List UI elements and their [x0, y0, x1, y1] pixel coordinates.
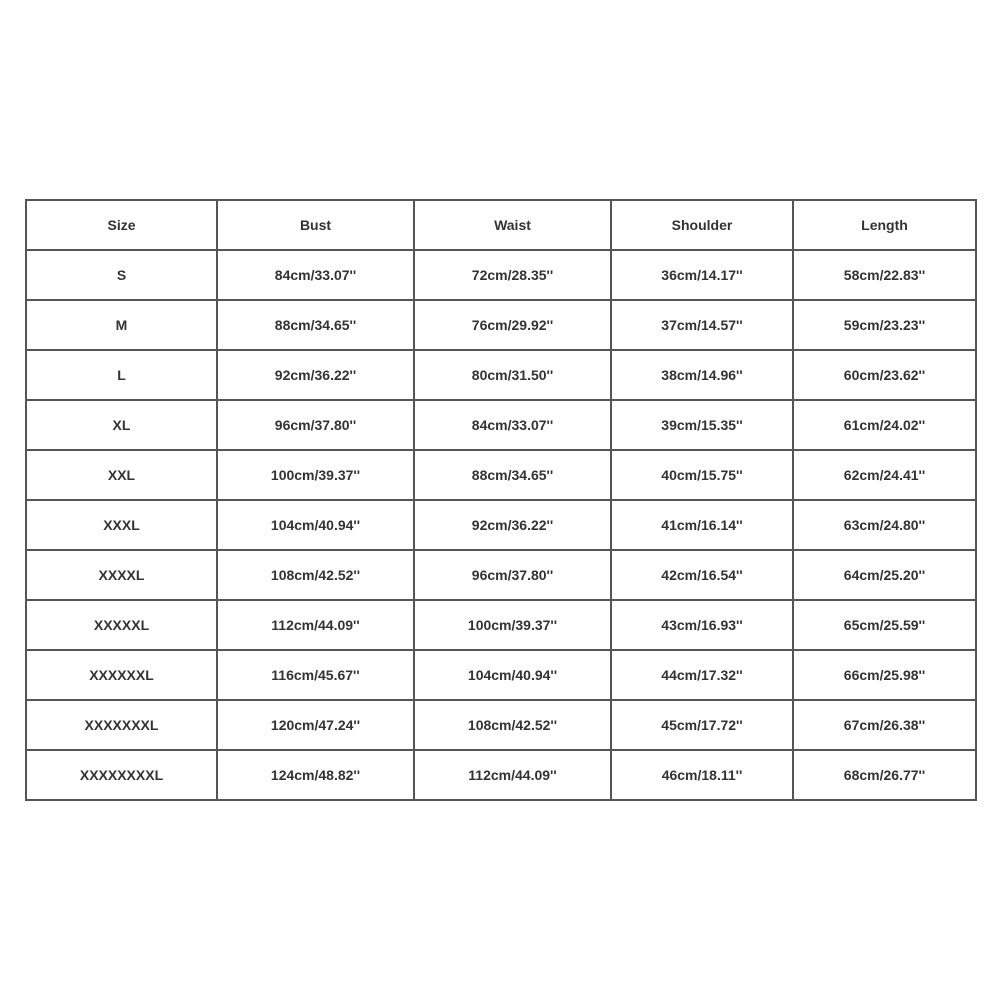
table-header-row [26, 200, 976, 250]
cell-size: XXXXXL [26, 600, 217, 650]
cell-waist: 100cm/39.37'' [414, 600, 611, 650]
cell-size: XL [26, 400, 217, 450]
table-row [26, 450, 976, 500]
cell-length: 61cm/24.02'' [793, 400, 976, 450]
cell-shoulder: 40cm/15.75'' [611, 450, 793, 500]
cell-bust: 108cm/42.52'' [217, 550, 414, 600]
cell-length: 60cm/23.62'' [793, 350, 976, 400]
header-waist: Waist [414, 200, 611, 250]
cell-size: S [26, 250, 217, 300]
cell-shoulder: 46cm/18.11'' [611, 750, 793, 800]
table-row [26, 250, 976, 300]
table-row [26, 500, 976, 550]
cell-waist: 72cm/28.35'' [414, 250, 611, 300]
cell-size: XXXXXXL [26, 650, 217, 700]
cell-bust: 84cm/33.07'' [217, 250, 414, 300]
cell-length: 68cm/26.77'' [793, 750, 976, 800]
cell-size: XXL [26, 450, 217, 500]
cell-waist: 108cm/42.52'' [414, 700, 611, 750]
table-row [26, 600, 976, 650]
cell-length: 66cm/25.98'' [793, 650, 976, 700]
cell-shoulder: 43cm/16.93'' [611, 600, 793, 650]
cell-length: 59cm/23.23'' [793, 300, 976, 350]
cell-length: 65cm/25.59'' [793, 600, 976, 650]
cell-shoulder: 37cm/14.57'' [611, 300, 793, 350]
cell-bust: 96cm/37.80'' [217, 400, 414, 450]
header-shoulder: Shoulder [611, 200, 793, 250]
cell-shoulder: 38cm/14.96'' [611, 350, 793, 400]
cell-bust: 124cm/48.82'' [217, 750, 414, 800]
cell-size: L [26, 350, 217, 400]
table-body [26, 250, 976, 800]
cell-shoulder: 44cm/17.32'' [611, 650, 793, 700]
cell-length: 62cm/24.41'' [793, 450, 976, 500]
cell-length: 67cm/26.38'' [793, 700, 976, 750]
cell-shoulder: 39cm/15.35'' [611, 400, 793, 450]
table-row [26, 300, 976, 350]
cell-waist: 104cm/40.94'' [414, 650, 611, 700]
cell-shoulder: 36cm/14.17'' [611, 250, 793, 300]
table-row [26, 750, 976, 800]
table-row [26, 400, 976, 450]
cell-waist: 112cm/44.09'' [414, 750, 611, 800]
cell-waist: 80cm/31.50'' [414, 350, 611, 400]
table-row [26, 700, 976, 750]
size-chart-table [25, 199, 977, 801]
cell-waist: 84cm/33.07'' [414, 400, 611, 450]
cell-waist: 76cm/29.92'' [414, 300, 611, 350]
cell-bust: 112cm/44.09'' [217, 600, 414, 650]
cell-size: XXXXL [26, 550, 217, 600]
cell-size: M [26, 300, 217, 350]
cell-size: XXXXXXXL [26, 700, 217, 750]
cell-waist: 88cm/34.65'' [414, 450, 611, 500]
table-row [26, 550, 976, 600]
header-bust: Bust [217, 200, 414, 250]
cell-waist: 96cm/37.80'' [414, 550, 611, 600]
cell-bust: 100cm/39.37'' [217, 450, 414, 500]
cell-bust: 104cm/40.94'' [217, 500, 414, 550]
table-row [26, 650, 976, 700]
header-size: Size [26, 200, 217, 250]
cell-bust: 120cm/47.24'' [217, 700, 414, 750]
cell-shoulder: 45cm/17.72'' [611, 700, 793, 750]
cell-length: 58cm/22.83'' [793, 250, 976, 300]
cell-shoulder: 41cm/16.14'' [611, 500, 793, 550]
cell-size: XXXXXXXXL [26, 750, 217, 800]
cell-length: 64cm/25.20'' [793, 550, 976, 600]
cell-size: XXXL [26, 500, 217, 550]
header-length: Length [793, 200, 976, 250]
cell-bust: 92cm/36.22'' [217, 350, 414, 400]
cell-bust: 88cm/34.65'' [217, 300, 414, 350]
cell-length: 63cm/24.80'' [793, 500, 976, 550]
cell-bust: 116cm/45.67'' [217, 650, 414, 700]
cell-waist: 92cm/36.22'' [414, 500, 611, 550]
table-row [26, 350, 976, 400]
cell-shoulder: 42cm/16.54'' [611, 550, 793, 600]
